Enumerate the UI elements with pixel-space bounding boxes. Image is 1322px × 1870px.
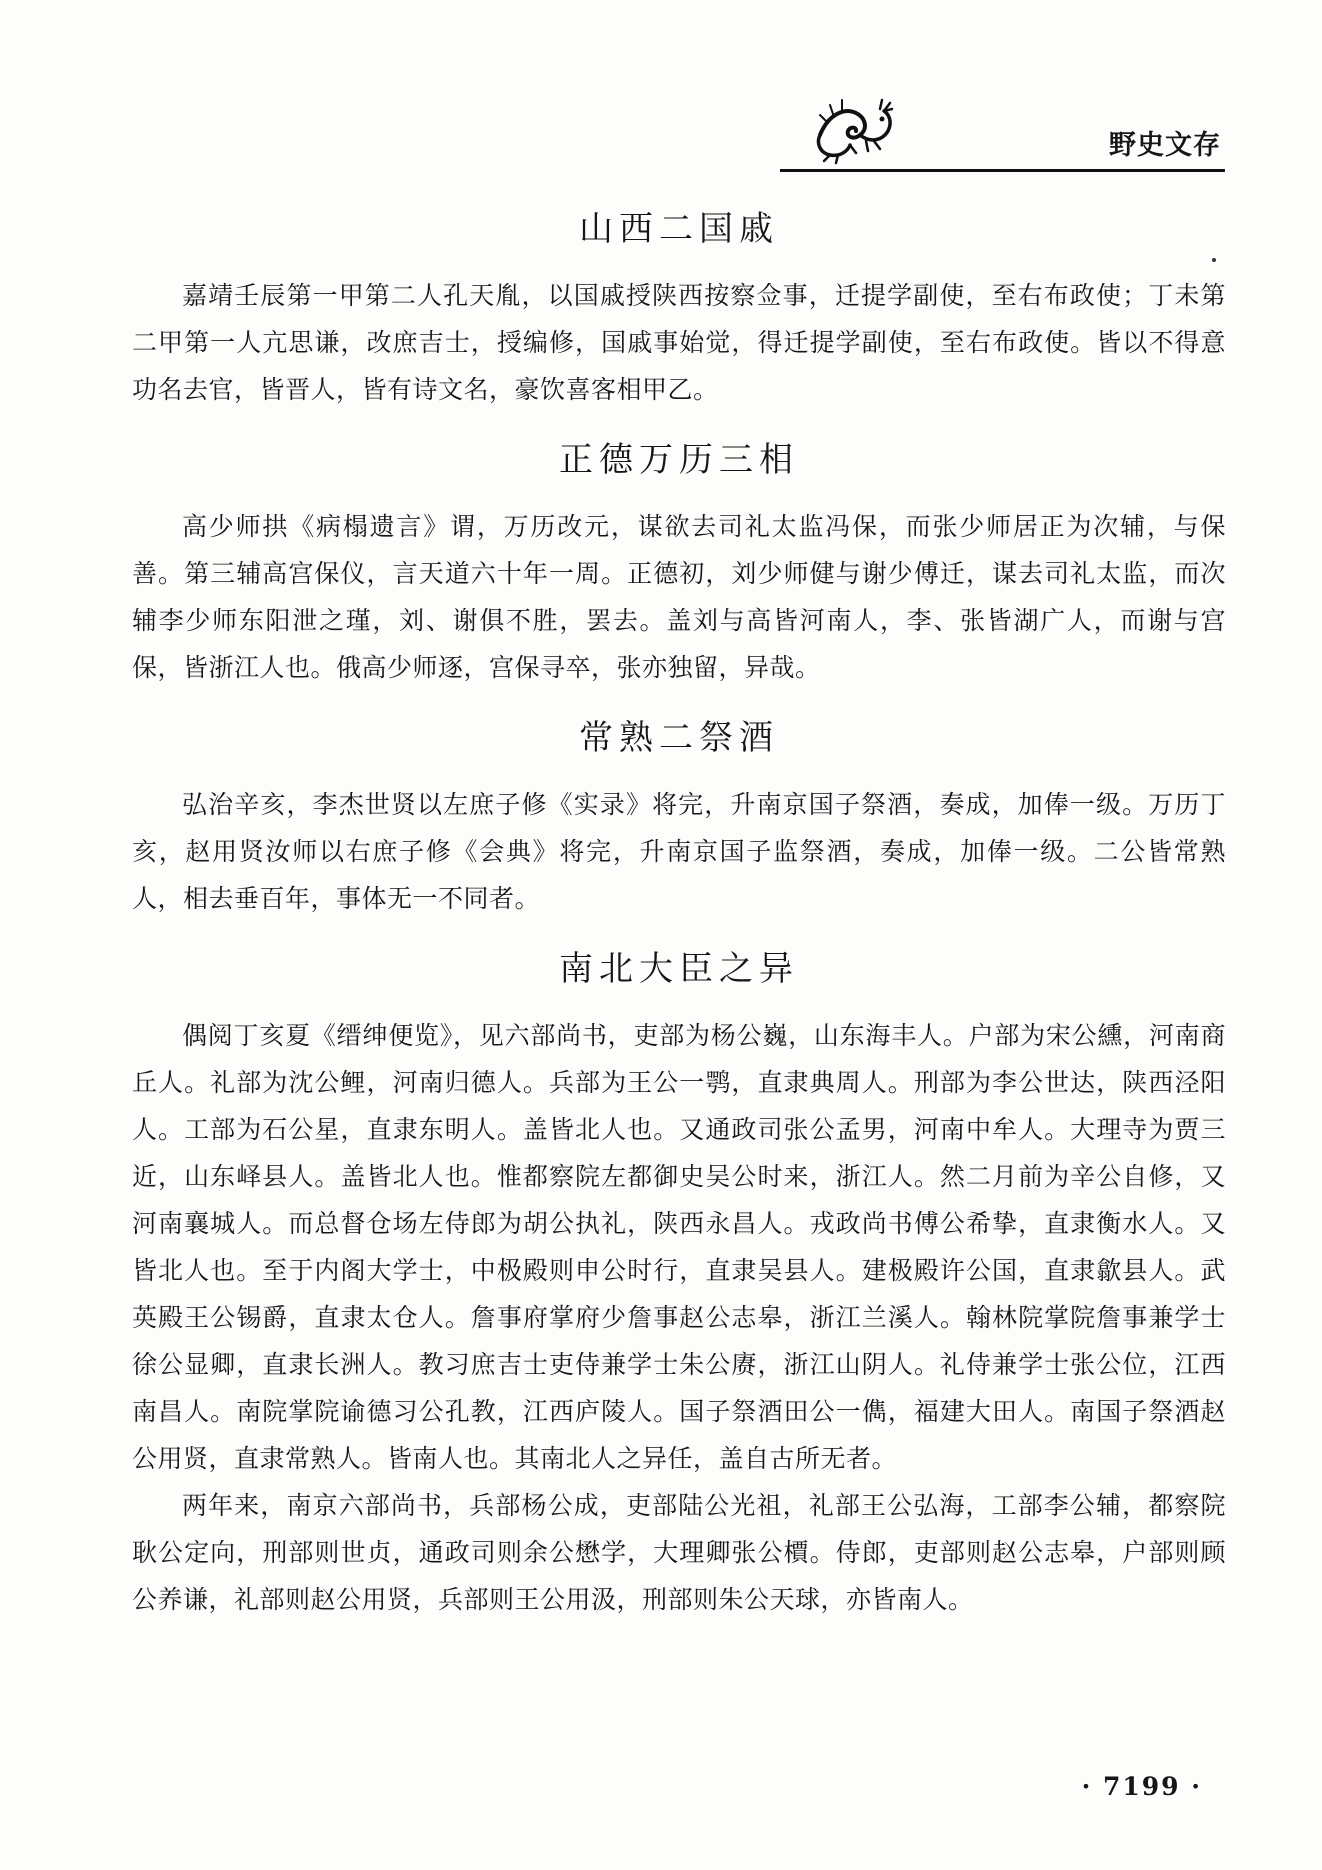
section-zhengde-wanli-sanxiang — [132, 440, 1226, 691]
paragraph: 嘉靖壬辰第一甲第二人孔天胤，以国戚授陕西按察佥事，迁提学副使，至右布政使；丁未第二甲第一人亢思谦，改庶吉士，授编修，国戚事始觉，得迁提学副使，至右布政使。皆以不得意功名去官，皆晋人，皆有诗文名，豪饮喜客相甲乙。 — [132, 281, 1226, 404]
running-header — [780, 95, 1225, 175]
paragraph: 两年来，南京六部尚书，兵部杨公成，吏部陆公光祖，礼部王公弘海，工部李公辅，都察院耿公定向，刑部则世贞，通政司则余公懋学，大理卿张公檟。侍郎，吏部则赵公志皋，户部则顾公养谦，礼部则赵公用贤，兵部则王公用汲，刑部则朱公天球，亦皆南人。 — [132, 1491, 1226, 1614]
header-rule — [780, 169, 1225, 172]
section-title: 正德万历三相 — [559, 440, 799, 480]
section-nanbei-dachen — [132, 949, 1226, 1623]
paragraph: 高少师拱《病榻遗言》谓，万历改元，谋欲去司礼太监冯保，而张少师居正为次辅，与保善。第三辅高宫保仪，言天道六十年一周。正德初，刘少师健与谢少傅迁，谋去司礼太监，而次辅李少师东阳泄之瑾，刘、谢俱不胜，罢去。盖刘与高皆河南人，李、张皆湖广人，而谢与宫保，皆浙江人也。俄高少师逐，宫保寻卒，张亦独留，异哉。 — [132, 512, 1226, 682]
series-title: 野史文存 — [1109, 130, 1221, 161]
page-content — [132, 209, 1226, 1653]
paragraph: 偶阅丁亥夏《缙绅便览》，见六部尚书，吏部为杨公巍，山东海丰人。户部为宋公纁，河南商丘人。礼部为沈公鲤，河南归德人。兵部为王公一鹗，直隶典周人。刑部为李公世达，陕西泾阳人。工部为石公星，直隶东明人。盖皆北人也。又通政司张公孟男，河南中牟人。大理寺为贾三近，山东峄县人。盖皆北人也。惟都察院左都御史吴公时来，浙江人。然二月前为辛公自修，又河南襄城人。而总督仓场左侍郎为胡公执礼，陕西永昌人。戎政尚书傅公希挚，直隶衡水人。又皆北人也。至于内阁大学士，中极殿则申公时行，直隶吴县人。建极殿许公国，直隶歙县人。武英殿王公锡爵，直隶太仓人。詹事府掌府少詹事赵公志皋，浙江兰溪人。翰林院掌院詹事兼学士徐公显卿，直隶长洲人。教习庶吉士吏侍兼学士朱公赓，浙江山阴人。礼侍兼学士张公位，江西南昌人。南院掌院谕德习公孔教，江西庐陵人。国子祭酒田公一儁，福建大田人。南国子祭酒赵公用贤，直隶常熟人。皆南人也。其南北人之异任，盖自古所无者。 — [132, 1021, 1226, 1473]
page-number: · 7199 · — [1081, 1772, 1202, 1801]
section-title: 南北大臣之异 — [559, 949, 799, 989]
section-title: 山西二国戚 — [579, 209, 779, 249]
section-shanxi-guoqi — [132, 209, 1226, 413]
section-changshu-jijiu — [132, 718, 1226, 922]
section-title: 常熟二祭酒 — [579, 718, 779, 758]
paragraph: 弘治辛亥，李杰世贤以左庶子修《实录》将完，升南京国子祭酒，奏成，加俸一级。万历丁亥，赵用贤汝师以右庶子修《会典》将完，升南京国子监祭酒，奏成，加俸一级。二公皆常熟人，相去垂百年，事体无一不同者。 — [132, 790, 1226, 913]
dragon-icon — [810, 95, 896, 165]
